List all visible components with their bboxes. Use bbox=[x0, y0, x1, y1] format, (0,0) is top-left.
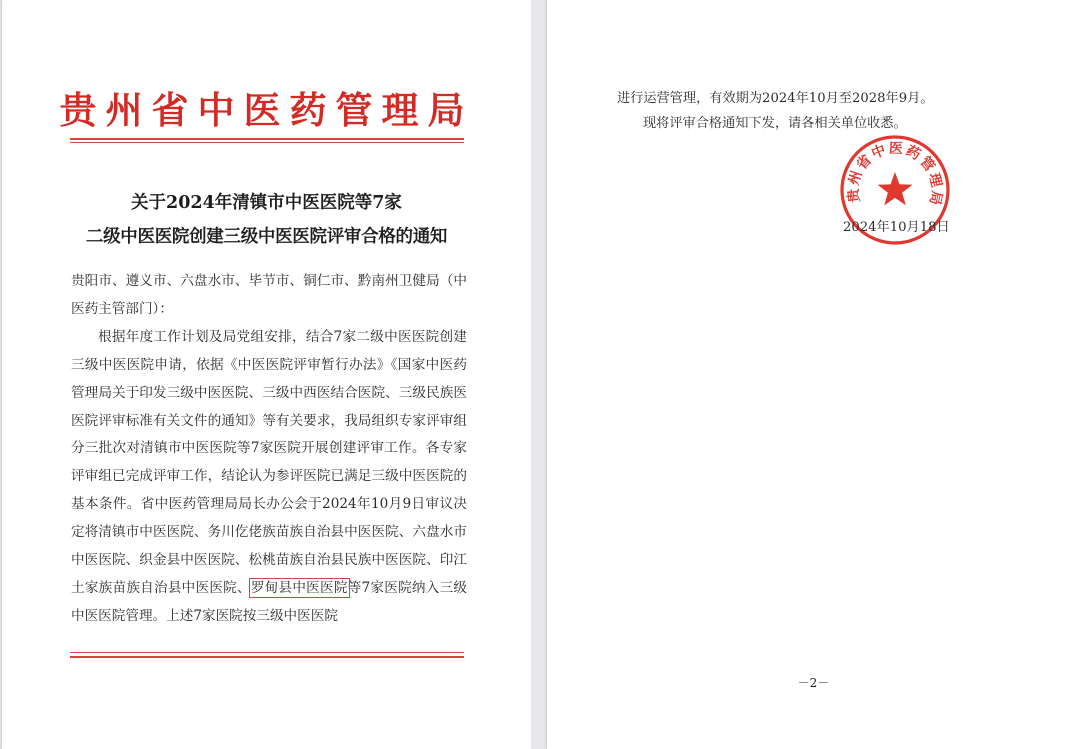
document-page-1 bbox=[2, 0, 531, 749]
page-gap bbox=[531, 0, 547, 749]
recipients-paragraph: 贵阳市、遵义市、六盘水市、毕节市、铜仁市、黔南州卫健局（中医药主管部门）： bbox=[71, 273, 467, 317]
notice-body bbox=[71, 268, 467, 631]
header-rule-thin bbox=[70, 142, 464, 143]
highlighted-hospital-name: 罗甸县中医医院 bbox=[250, 579, 348, 596]
notice-title-line-2: 二级中医医院创建三级中医医院评审合格的通知 bbox=[85, 227, 448, 247]
agency-header-title: 贵州省中医药管理局 bbox=[59, 88, 474, 132]
document-page-2 bbox=[547, 0, 1080, 749]
page-number: －2－ bbox=[797, 676, 830, 690]
main-paragraph-text: 根据年度工作计划及局党组安排，结合7家二级中医医院创建三级中医医院申请，依据《中医医院评审暂行办法》《国家中医药管理局关于印发三级中医医院、三级中西医结合医院、三级民族医医院评审标准有关文件的通知》等有关要求，我局组织专家评审组分三批次对清镇市中医医院等7家医院开展创建评审工作。各专家评审组已完成评审工作，结论认为参评医院已满足三级中医医院的基本条件。省中医药管理局局长办公会于2024年10月9日审议决定将清镇市中医医院、务川仡佬族苗族自治县中医医院、六盘水市中医医院、织金县中医医院、松桃苗族自治县民族中医医院、印江土家族苗族自治县中医医院、 bbox=[71, 328, 467, 596]
closing-line: 现将评审合格通知下发，请各相关单位收悉。 bbox=[643, 116, 907, 131]
footer-rule-thin bbox=[70, 652, 464, 653]
seal-star-icon bbox=[878, 172, 913, 205]
continuation-line: 进行运营管理，有效期为2024年10月至2028年9月。 bbox=[617, 91, 934, 106]
footer-rule-thick bbox=[70, 656, 464, 658]
seal-agency-name: 贵州省中医药管理局 bbox=[845, 140, 945, 209]
main-paragraph-continuation: 等7家医院纳入三级中医医院管理。上述7家医院按三级中医医院 bbox=[71, 579, 468, 624]
notice-title-line-1: 关于2024年清镇市中医医院等7家 bbox=[131, 193, 402, 213]
header-rule-thick bbox=[70, 138, 464, 140]
main-paragraph bbox=[71, 324, 467, 631]
issue-date: 2024年10月18日 bbox=[843, 220, 950, 235]
